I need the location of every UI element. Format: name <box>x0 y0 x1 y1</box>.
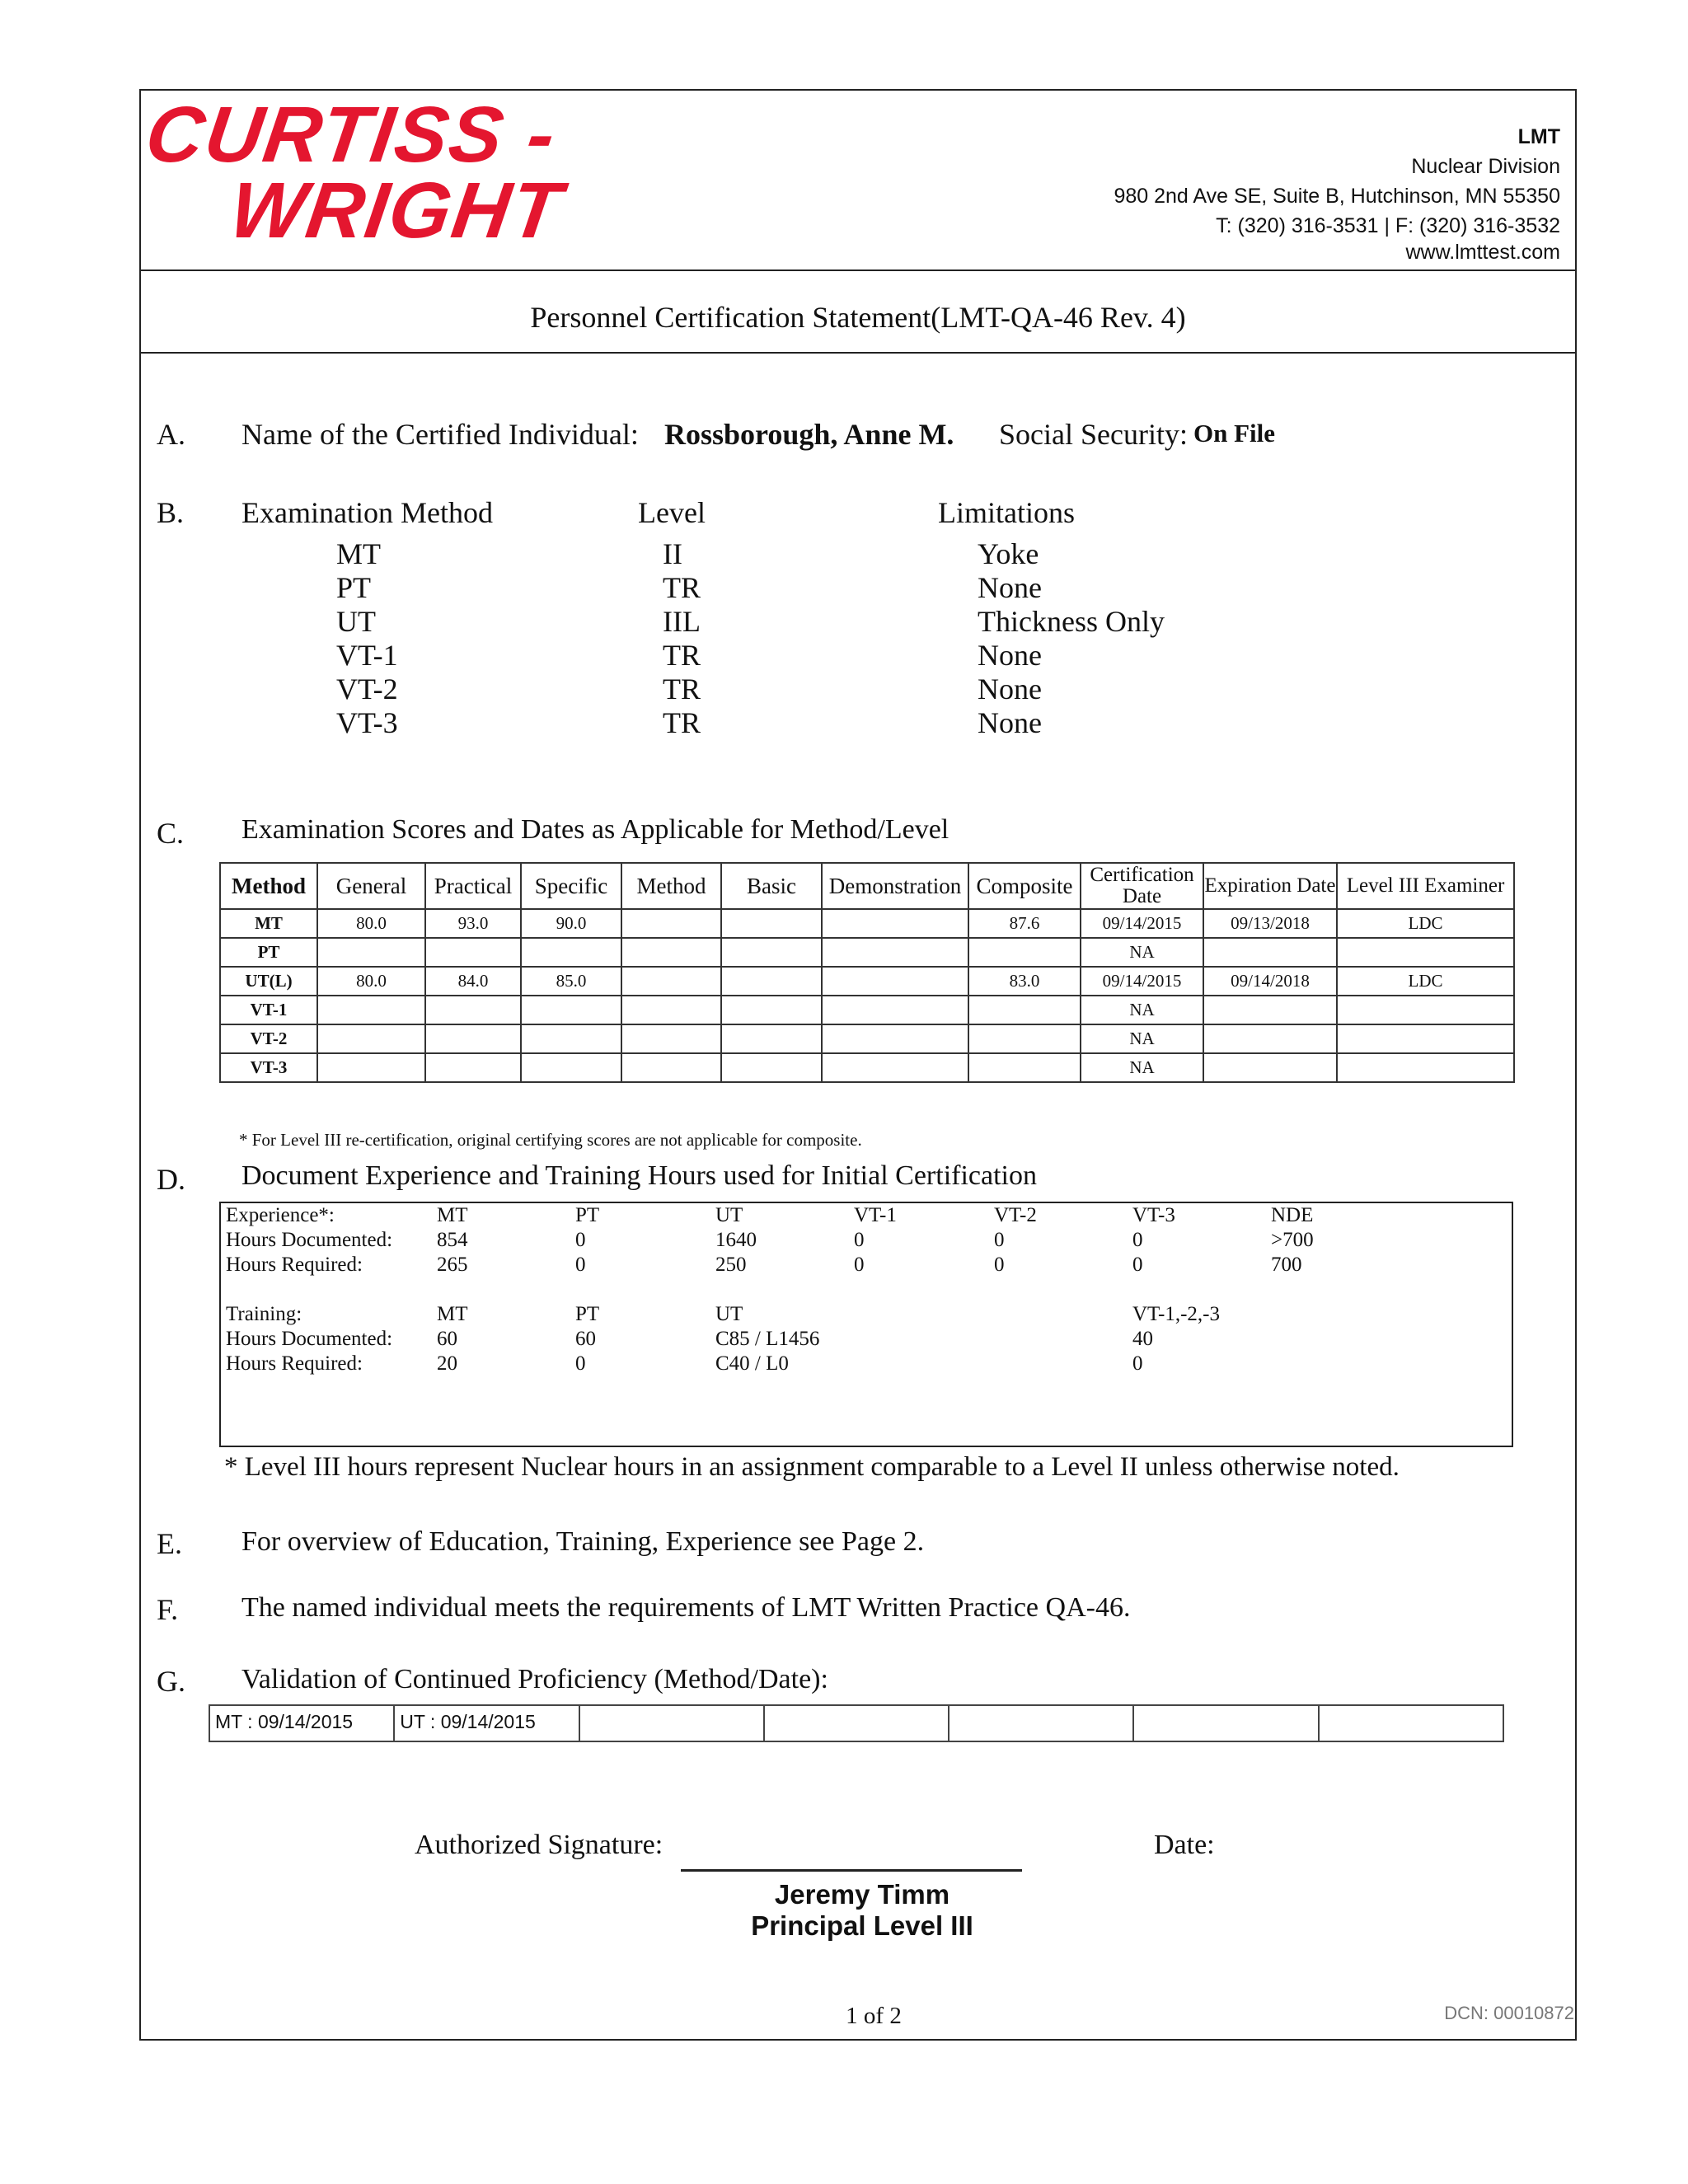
score-cell <box>1337 1053 1514 1082</box>
score-cell: 09/13/2018 <box>1203 909 1337 938</box>
score-cell <box>1337 938 1514 967</box>
address: 980 2nd Ave SE, Suite B, Hutchinson, MN 55350 <box>1114 185 1560 208</box>
score-cell <box>822 1053 968 1082</box>
proficiency-cell: MT : 09/14/2015 <box>209 1705 394 1741</box>
proficiency-cell: UT : 09/14/2015 <box>394 1705 579 1741</box>
experience-documented-value: 854 <box>437 1229 468 1251</box>
method-item: MT <box>336 537 381 570</box>
training-documented-value: 60 <box>437 1328 457 1350</box>
col-header: Composite <box>968 863 1081 909</box>
score-cell <box>968 1024 1081 1053</box>
section-b-letter: B. <box>157 496 185 529</box>
level-item: IIL <box>663 605 701 638</box>
experience-required-value: 0 <box>994 1254 1005 1276</box>
ss-value: On File <box>1193 419 1276 448</box>
experience-required-value: 0 <box>854 1254 865 1276</box>
score-cell <box>1203 938 1337 967</box>
score-cell <box>317 1053 425 1082</box>
scores-row <box>220 938 1514 967</box>
level-item: TR <box>663 706 701 739</box>
training-documented-value: C85 / L1456 <box>715 1328 820 1350</box>
signer-block <box>681 1879 1043 1942</box>
score-cell <box>822 996 968 1024</box>
limitation-list <box>978 537 1165 740</box>
level-list <box>663 537 701 740</box>
training-documented-value: 40 <box>1132 1328 1153 1350</box>
section-f-text: The named individual meets the requirements of LMT Written Practice QA-46. <box>241 1592 1131 1623</box>
training-documented-value: 60 <box>575 1328 596 1350</box>
score-cell <box>822 938 968 967</box>
col-header: Method <box>220 863 317 909</box>
phones: T: (320) 316-3531 | F: (320) 316-3532 <box>1216 214 1560 237</box>
section-g-text: Validation of Continued Proficiency (Method/Date): <box>241 1664 828 1694</box>
signature-label: Authorized Signature: <box>415 1830 663 1860</box>
score-cell <box>1203 1053 1337 1082</box>
experience-heading: Document Experience and Training Hours used for Initial Certification <box>241 1160 1037 1191</box>
score-cell: 09/14/2015 <box>1081 909 1203 938</box>
dcn-number: DCN: 00010872 <box>1444 2003 1574 2023</box>
score-cell: 84.0 <box>425 967 521 996</box>
score-cell: LDC <box>1337 967 1514 996</box>
score-cell <box>1203 996 1337 1024</box>
title-divider <box>139 352 1577 354</box>
score-cell <box>521 1053 621 1082</box>
training-required-value: 0 <box>1132 1352 1143 1375</box>
row-method-cell: UT(L) <box>220 967 317 996</box>
experience-required-value: 250 <box>715 1254 747 1276</box>
score-cell <box>317 996 425 1024</box>
experience-documented-value: 0 <box>994 1229 1005 1251</box>
header-divider <box>139 269 1577 271</box>
score-cell <box>1337 996 1514 1024</box>
scores-row <box>220 996 1514 1024</box>
method-item: VT-2 <box>336 673 398 705</box>
limitation-item: None <box>978 706 1042 739</box>
proficiency-cell <box>949 1705 1133 1741</box>
level-item: TR <box>663 673 701 705</box>
experience-documented-value: 0 <box>854 1229 865 1251</box>
score-cell: 09/14/2015 <box>1081 967 1203 996</box>
scores-header-row <box>220 863 1514 909</box>
experience-method: NDE <box>1271 1204 1314 1226</box>
score-cell: 85.0 <box>521 967 621 996</box>
proficiency-row <box>209 1705 1503 1741</box>
section-e-letter: E. <box>157 1527 182 1560</box>
experience-required-value: 0 <box>575 1254 586 1276</box>
scores-footnote: * For Level III re-certification, original certifying scores are not applicable for composite. <box>239 1130 862 1150</box>
col-level: Level <box>638 496 706 529</box>
score-cell <box>721 938 822 967</box>
score-cell <box>621 1024 721 1053</box>
training-method: PT <box>575 1303 600 1325</box>
score-cell <box>968 938 1081 967</box>
certified-name: Rossborough, Anne M. <box>664 418 954 451</box>
training-method: VT-1,-2,-3 <box>1132 1303 1221 1325</box>
score-cell <box>822 909 968 938</box>
level-item: TR <box>663 571 701 604</box>
training-documented-label: Hours Documented: <box>226 1328 393 1350</box>
method-list <box>336 537 398 740</box>
experience-method: UT <box>715 1204 743 1226</box>
score-cell <box>621 938 721 967</box>
score-cell <box>721 967 822 996</box>
section-a-letter: A. <box>157 418 185 451</box>
experience-box <box>219 1202 1513 1447</box>
level-item: II <box>663 537 682 570</box>
score-cell <box>621 909 721 938</box>
company-name: LMT <box>1517 125 1560 148</box>
experience-method: PT <box>575 1204 600 1226</box>
score-cell <box>621 967 721 996</box>
scores-table <box>219 862 1515 1083</box>
score-cell <box>968 996 1081 1024</box>
experience-required-value: 265 <box>437 1254 468 1276</box>
score-cell <box>822 1024 968 1053</box>
score-cell: 83.0 <box>968 967 1081 996</box>
col-header: Expiration Date <box>1203 863 1337 909</box>
ss-label: Social Security: <box>999 418 1188 451</box>
col-header: Certification Date <box>1081 863 1203 909</box>
score-cell <box>425 1024 521 1053</box>
score-cell: 80.0 <box>317 909 425 938</box>
experience-method: VT-1 <box>854 1204 897 1226</box>
col-header: Method <box>621 863 721 909</box>
experience-required-value: 700 <box>1271 1254 1302 1276</box>
proficiency-cell <box>579 1705 764 1741</box>
row-method-cell: VT-2 <box>220 1024 317 1053</box>
limitation-item: None <box>978 571 1042 604</box>
training-label: Training: <box>226 1303 302 1325</box>
proficiency-table <box>209 1704 1504 1742</box>
col-header: Practical <box>425 863 521 909</box>
experience-documented-value: 1640 <box>715 1229 757 1251</box>
hours-note: * Level III hours represent Nuclear hours in an assignment comparable to a Level II unless otherwise noted. <box>224 1452 1400 1482</box>
scores-row <box>220 967 1514 996</box>
score-cell <box>425 996 521 1024</box>
signer-role: Principal Level III <box>751 1910 973 1941</box>
experience-required-label: Hours Required: <box>226 1254 363 1276</box>
col-header: Specific <box>521 863 621 909</box>
training-required-value: C40 / L0 <box>715 1352 789 1375</box>
experience-method: MT <box>437 1204 468 1226</box>
experience-documented-label: Hours Documented: <box>226 1229 393 1251</box>
section-c-letter: C. <box>157 817 185 850</box>
method-item: VT-1 <box>336 639 398 672</box>
method-item: PT <box>336 571 372 604</box>
division: Nuclear Division <box>1411 155 1560 178</box>
score-cell <box>621 996 721 1024</box>
score-cell: NA <box>1081 1053 1203 1082</box>
section-e-text: For overview of Education, Training, Experience see Page 2. <box>241 1526 925 1557</box>
section-f-letter: F. <box>157 1593 179 1626</box>
proficiency-cell <box>764 1705 949 1741</box>
score-cell <box>968 1053 1081 1082</box>
limitation-item: None <box>978 673 1042 705</box>
experience-documented-value: 0 <box>1132 1229 1143 1251</box>
training-required-value: 0 <box>575 1352 586 1375</box>
score-cell <box>621 1053 721 1082</box>
document-title: Personnel Certification Statement(LMT-QA-46 Rev. 4) <box>530 301 1186 334</box>
logo-line-1: CURTISS - <box>140 91 562 179</box>
proficiency-cell <box>1319 1705 1503 1741</box>
row-method-cell: MT <box>220 909 317 938</box>
proficiency-cell <box>1133 1705 1318 1741</box>
date-label: Date: <box>1154 1830 1215 1860</box>
limitation-item: Yoke <box>978 537 1039 570</box>
section-d-letter: D. <box>157 1163 185 1196</box>
score-cell: NA <box>1081 996 1203 1024</box>
score-cell: 80.0 <box>317 967 425 996</box>
score-cell: 87.6 <box>968 909 1081 938</box>
training-method: MT <box>437 1303 468 1325</box>
scores-row <box>220 1024 1514 1053</box>
score-cell: 90.0 <box>521 909 621 938</box>
score-cell <box>317 938 425 967</box>
score-cell <box>721 1024 822 1053</box>
method-item: UT <box>336 605 376 638</box>
scores-heading: Examination Scores and Dates as Applicable for Method/Level <box>241 814 950 845</box>
limitation-item: Thickness Only <box>978 605 1165 638</box>
col-header: Demonstration <box>822 863 968 909</box>
experience-required-value: 0 <box>1132 1254 1143 1276</box>
training-method: UT <box>715 1303 743 1325</box>
name-label: Name of the Certified Individual: <box>241 418 639 451</box>
col-exam-method: Examination Method <box>241 496 493 529</box>
score-cell <box>317 1024 425 1053</box>
score-cell: NA <box>1081 938 1203 967</box>
score-cell: LDC <box>1337 909 1514 938</box>
row-method-cell: VT-3 <box>220 1053 317 1082</box>
score-cell <box>1337 1024 1514 1053</box>
company-logo <box>140 91 666 255</box>
website: www.lmttest.com <box>1405 241 1560 264</box>
score-cell <box>721 909 822 938</box>
page-number: 1 of 2 <box>846 2003 902 2029</box>
score-cell <box>1203 1024 1337 1053</box>
scores-row <box>220 909 1514 938</box>
experience-method: VT-2 <box>994 1204 1037 1226</box>
training-required-label: Hours Required: <box>226 1352 363 1375</box>
signer-name: Jeremy Timm <box>774 1879 950 1910</box>
score-cell: 93.0 <box>425 909 521 938</box>
score-cell: 09/14/2018 <box>1203 967 1337 996</box>
section-g-letter: G. <box>157 1665 185 1698</box>
score-cell <box>822 967 968 996</box>
score-cell <box>721 1053 822 1082</box>
level-item: TR <box>663 639 701 672</box>
col-header: Level III Examiner <box>1337 863 1514 909</box>
method-item: VT-3 <box>336 706 398 739</box>
training-required-value: 20 <box>437 1352 457 1375</box>
score-cell <box>425 1053 521 1082</box>
row-method-cell: PT <box>220 938 317 967</box>
score-cell <box>521 938 621 967</box>
row-method-cell: VT-1 <box>220 996 317 1024</box>
experience-label: Experience*: <box>226 1204 335 1226</box>
score-cell <box>721 996 822 1024</box>
experience-documented-value: 0 <box>575 1229 586 1251</box>
company-info <box>1114 122 1560 264</box>
scores-row <box>220 1053 1514 1082</box>
col-header: General <box>317 863 425 909</box>
limitation-item: None <box>978 639 1042 672</box>
col-header: Basic <box>721 863 822 909</box>
experience-documented-value: >700 <box>1271 1229 1314 1251</box>
score-cell: NA <box>1081 1024 1203 1053</box>
experience-method: VT-3 <box>1132 1204 1175 1226</box>
logo-line-2: WRIGHT <box>224 166 568 255</box>
score-cell <box>521 996 621 1024</box>
score-cell <box>521 1024 621 1053</box>
score-cell <box>425 938 521 967</box>
signature-line <box>681 1869 1022 1872</box>
col-limitations: Limitations <box>938 496 1075 529</box>
